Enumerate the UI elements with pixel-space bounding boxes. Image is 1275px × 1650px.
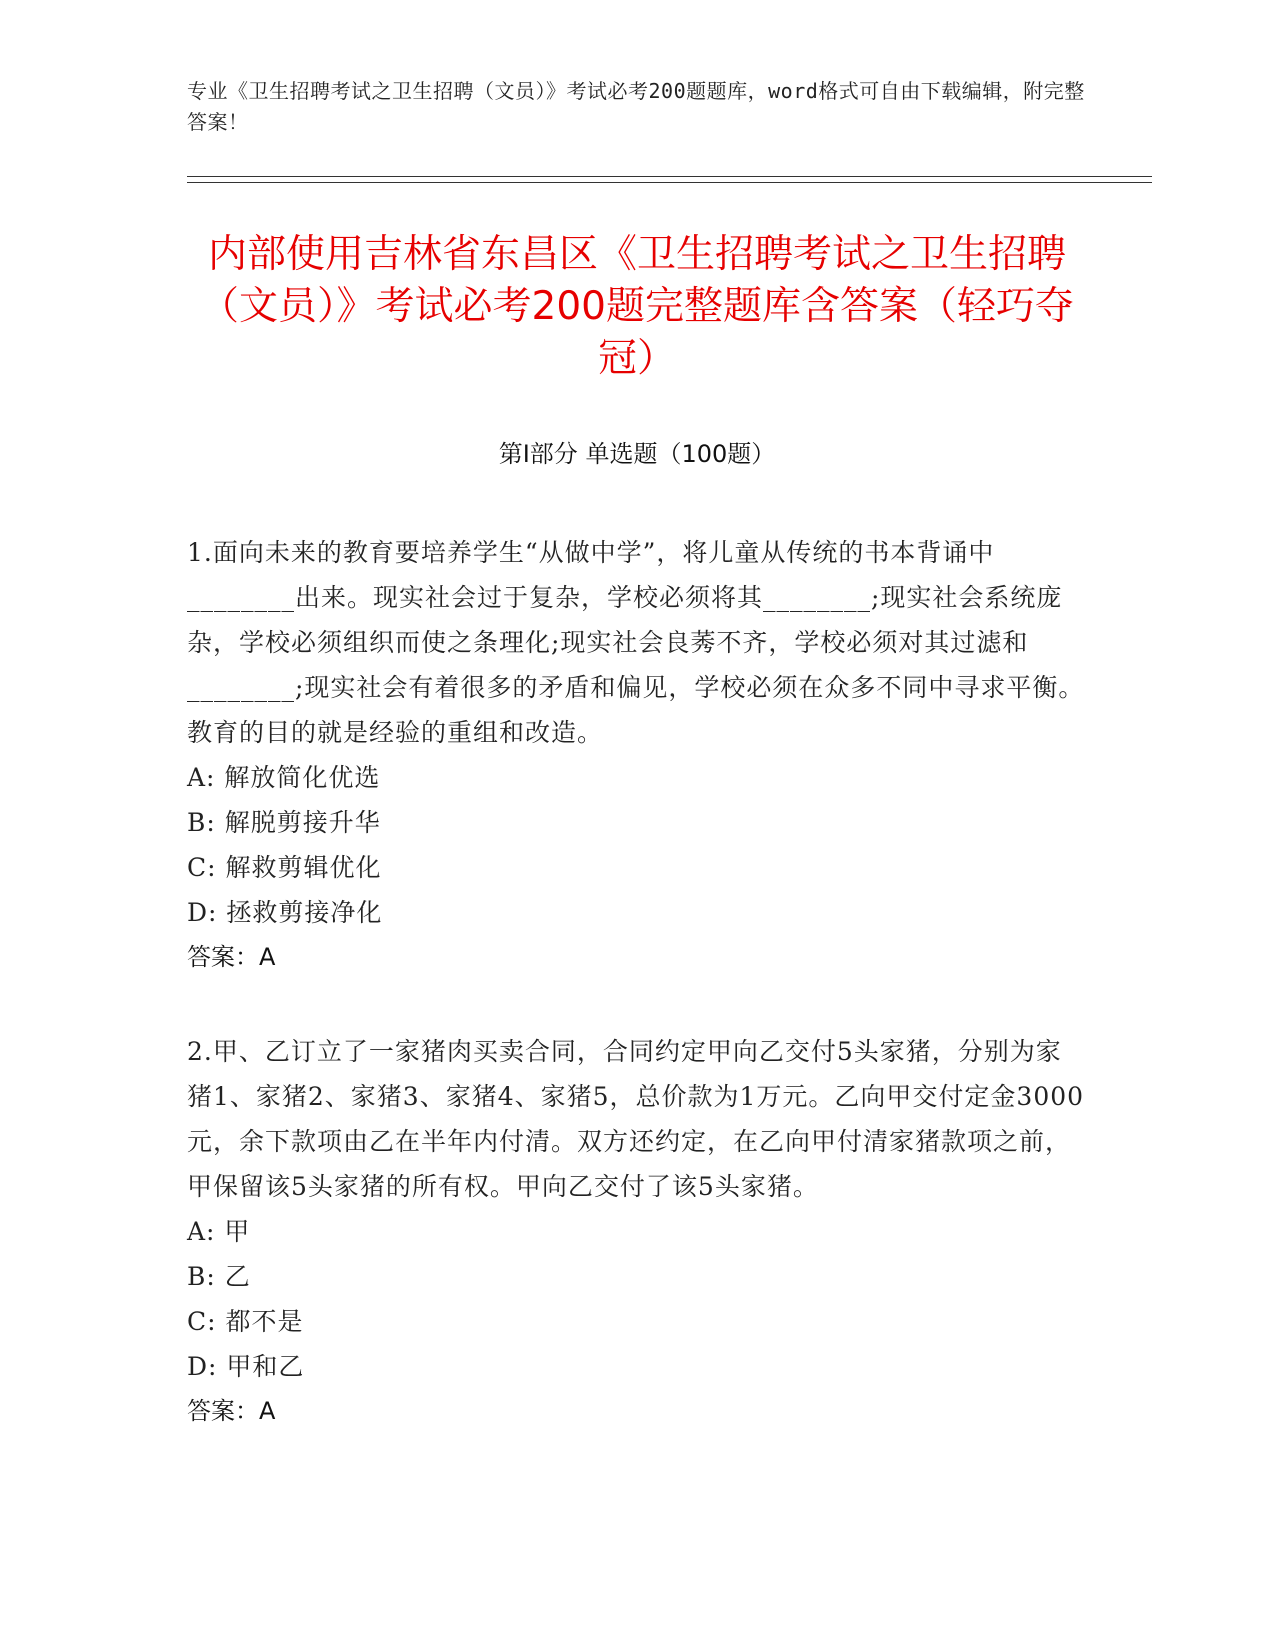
header-divider-bottom — [187, 182, 1152, 183]
option-b: B: 乙 — [187, 1262, 251, 1291]
option-d: D: 甲和乙 — [187, 1352, 305, 1381]
option-c: C: 解救剪辑优化 — [187, 853, 382, 882]
option-a: A: 解放简化优选 — [187, 763, 381, 792]
option-d: D: 拯救剪接净化 — [187, 898, 383, 927]
question-2 — [187, 1029, 1087, 1434]
answer: 答案：A — [187, 943, 276, 971]
header-divider-top — [187, 176, 1152, 177]
option-b: B: 解脱剪接升华 — [187, 808, 381, 837]
question-1 — [187, 530, 1087, 980]
question-stem: 2.甲、乙订立了一家猪肉买卖合同，合同约定甲向乙交付5头家猪，分别为家猪1、家猪2、家猪3、家猪4、家猪5，总价款为1万元。乙向甲交付定金3000元，余下款项由乙在半年内付清。双方还约定，在乙向甲付清家猪款项之前，甲保留该5头家猪的所有权。甲向乙交付了该5头家猪。 — [187, 1037, 1085, 1201]
section-heading: 第Ⅰ部分 单选题（100题） — [498, 440, 776, 468]
question-stem: 1.面向未来的教育要培养学生“从做中学”，将儿童从传统的书本背诵中________出来。现实社会过于复杂，学校必须将其________;现实社会系统庞杂，学校必须组织而使之条理化;现实社会良莠不齐，学校必须对其过滤和________;现实社会有着很多的矛盾和偏见，学校必须在众多不同中寻求平衡。教育的目的就是经验的重组和改造。 — [187, 538, 1085, 747]
header-note: 专业《卫生招聘考试之卫生招聘（文员）》考试必考200题题库，word格式可自由下载编辑，附完整答案！ — [187, 79, 1085, 134]
option-c: C: 都不是 — [187, 1307, 304, 1336]
document-title: 内部使用吉林省东昌区《卫生招聘考试之卫生招聘（文员）》考试必考200题完整题库含答案（轻巧夺冠） — [200, 232, 1074, 381]
answer: 答案：A — [187, 1397, 276, 1425]
option-a: A: 甲 — [187, 1217, 251, 1246]
